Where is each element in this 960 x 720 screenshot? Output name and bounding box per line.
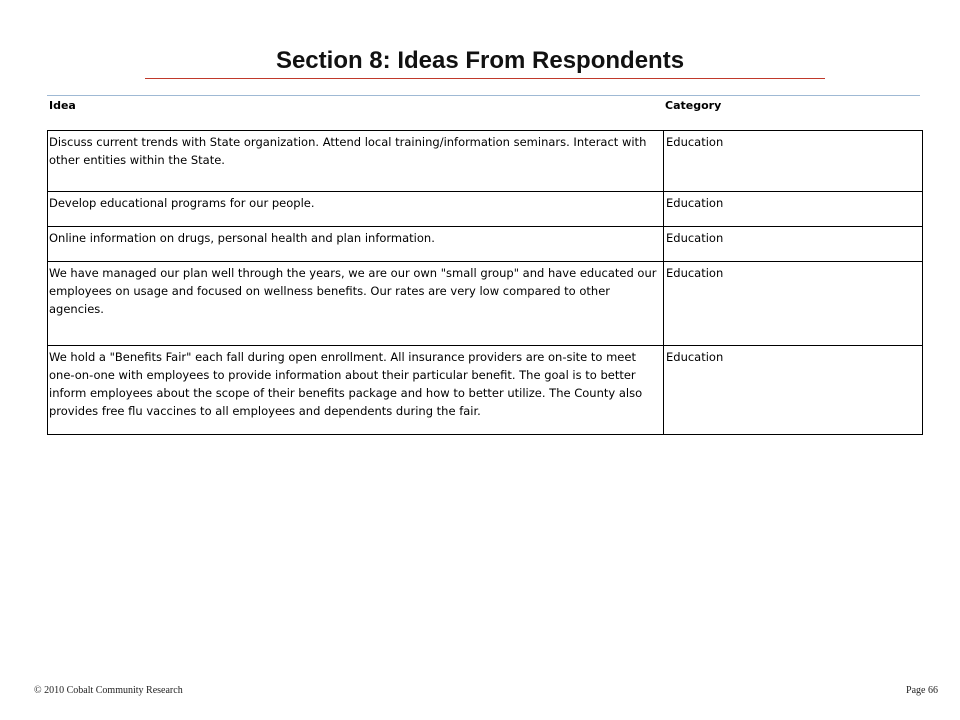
category-cell: Education [664, 346, 923, 435]
category-cell: Education [664, 131, 923, 192]
table-row [48, 346, 923, 435]
table-row [48, 192, 923, 227]
table-row [48, 262, 923, 346]
column-header-idea: Idea [49, 99, 76, 112]
title-underline [145, 78, 825, 79]
column-header-category: Category [665, 99, 722, 112]
ideas-table [47, 130, 923, 435]
idea-cell: Online information on drugs, personal health and plan information. [48, 227, 664, 262]
table-row [48, 227, 923, 262]
idea-cell: We hold a "Benefits Fair" each fall during open enrollment. All insurance providers are on-site to meet one-on-one with employees to provide information about their particular benefit. The goal is to better inform employees about the scope of their benefits package and how to better utilize. The County also provides free flu vaccines to all employees and dependents during the fair. [48, 346, 664, 435]
page-title: Section 8: Ideas From Respondents [275, 47, 685, 74]
idea-cell: Discuss current trends with State organization. Attend local training/information seminars. Interact with other entities within the State. [48, 131, 664, 192]
page-number: Page 66 [906, 685, 938, 696]
idea-cell: Develop educational programs for our people. [48, 192, 664, 227]
table-header-rule [47, 95, 920, 96]
category-cell: Education [664, 262, 923, 346]
category-cell: Education [664, 192, 923, 227]
table-row [48, 131, 923, 192]
category-cell: Education [664, 227, 923, 262]
copyright-footer: © 2010 Cobalt Community Research [34, 685, 183, 696]
idea-cell: We have managed our plan well through the years, we are our own "small group" and have educated our employees on usage and focused on wellness benefits. Our rates are very low compared to other agencies. [48, 262, 664, 346]
